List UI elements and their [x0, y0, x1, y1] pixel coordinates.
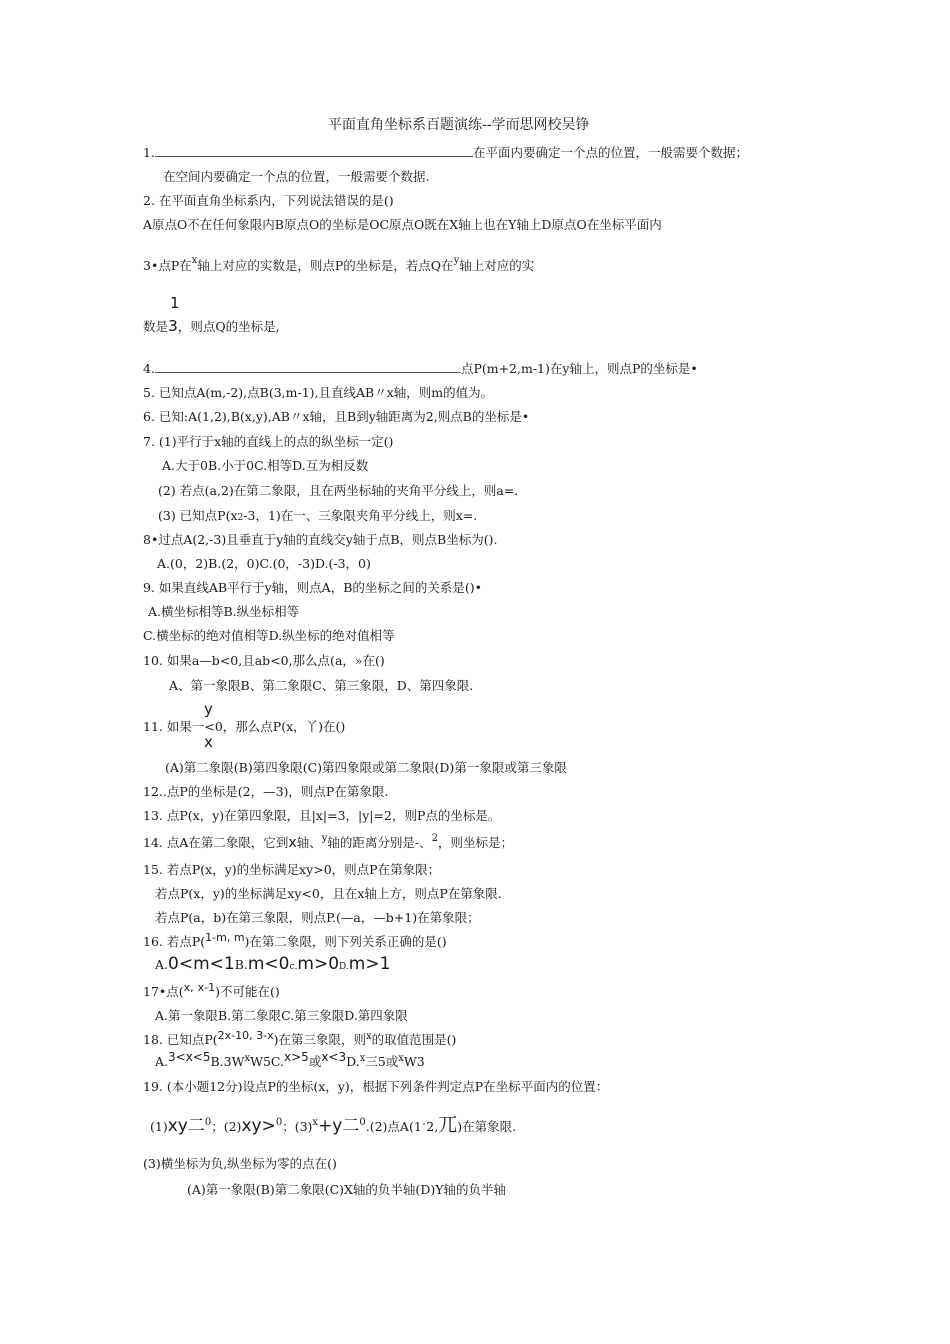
question-7: 7. (1)平行于x轴的直线上的点的纵坐标一定(): [143, 434, 394, 449]
q3-text-d2: ，则点Q的坐标是,: [177, 319, 280, 334]
question-9-options-cd: C.横坐标的绝对值相等D.纵坐标的绝对值相等: [143, 628, 395, 643]
q16-option-d-label: D.: [339, 962, 349, 972]
q18-text-a: 18. 已知点P(: [143, 1032, 218, 1047]
answer-blank: [155, 145, 473, 157]
question-18-options: [155, 1050, 425, 1072]
question-5: 5. 已知点A(m,-2),点B(3,m-1),且直线AB〃x轴，则m的值为。: [143, 385, 494, 400]
q3-y-symbol: y: [453, 255, 460, 266]
question-6: 6. 已知:A(1,2),B(x,y),AB〃x轴，且B到y轴距离为2,则点B的坐标是•: [143, 409, 530, 424]
q18-coordinates: 2x-10, 3-x: [217, 1029, 274, 1042]
question-20-options: (A)第一象限(B)第二象限(C)X轴的负半轴(D)Y轴的负半轴: [187, 1182, 506, 1197]
q14-text-a: 14. 点A在第二象限，它到: [143, 835, 289, 850]
q3-fraction-denominator: 3: [168, 317, 178, 335]
q19-cond-1-value: 0: [204, 1117, 212, 1128]
q1-number: 1.: [143, 145, 155, 160]
question-3-b: [143, 318, 280, 335]
q7-3-text-b: -3，1)在一、三象限夹角平分线上，则x=.: [243, 508, 478, 523]
q3-text-a: 3•点P在: [143, 258, 192, 273]
q19-cond-1: xy二: [167, 1116, 205, 1136]
q18-x-symbol: x: [365, 1031, 372, 1042]
q14-text-d: ，则坐标是；: [437, 835, 513, 850]
q3-x-symbol: x: [191, 255, 198, 266]
q18-option-b-a: B.3W: [210, 1054, 245, 1069]
q19-cond-3: +y二: [318, 1116, 360, 1136]
q4-number: 4.: [143, 361, 155, 376]
q18-option-d-x1: x: [359, 1053, 366, 1064]
q19-cond-3-value: 0: [359, 1117, 366, 1128]
question-1-b: 在空间内要确定一个点的位置，一般需要个数据.: [163, 169, 430, 184]
q14-text-b: 轴、: [296, 835, 322, 850]
q16-text-b: )在第二象限，则下列关系正确的是(): [244, 934, 447, 949]
q19-cond-2: xy>: [241, 1116, 276, 1136]
q18-option-d-label: D.: [346, 1054, 360, 1069]
q18-option-b-c: W5C.: [250, 1054, 285, 1069]
question-1: [143, 145, 748, 161]
question-20: (3)横坐标为负,纵坐标为零的点在(): [143, 1156, 337, 1171]
question-8-options: A.(0，2)B.(2，0)C.(0，-3)D.(-3，0): [157, 556, 371, 571]
question-17-options: A.第一象限B.第二象限C.第三象限D.第四象限: [155, 1008, 408, 1023]
q14-text-c: 轴的距离分别是-、: [327, 835, 432, 850]
q19-cond-1-label: (1): [150, 1119, 168, 1134]
question-2-options: A原点O不在任何象限内B原点O的坐标是OC原点O既在X轴上也在Y轴上D原点O在坐标平面内: [143, 217, 662, 232]
question-13: 13. 点P(x，y)在第四象限，且|x|=3，|y|=2，则P点的坐标是。: [143, 808, 501, 823]
q17-text-a: 17•点(: [143, 984, 184, 999]
q3-text-c: 轴上对应的实: [459, 258, 535, 273]
question-11: 11. 如果一<0，那么点P(x，丫)在(): [143, 719, 346, 734]
q17-coord-x: x,: [183, 981, 194, 994]
q11-fraction-denominator: x: [204, 733, 213, 751]
q19-point-a-symbol: ˆ: [421, 1124, 427, 1134]
q7-3-text-a: (3) 已知点P(x: [158, 508, 238, 523]
q16-option-a-label: A.: [155, 957, 169, 972]
q11-fraction-numerator: y: [204, 700, 213, 718]
q19-point-a-c: )在第象限.: [457, 1119, 517, 1134]
q18-option-a: 3<x<5: [168, 1050, 211, 1064]
question-9: 9. 如果直线AB平行于y轴，则点A，B的坐标之间的关系是()•: [143, 580, 483, 595]
q3-text-d1: 数是: [143, 319, 169, 334]
q18-option-b-x: x: [244, 1053, 251, 1064]
q17-text-b: )不可能在(): [215, 984, 280, 999]
question-15-b: 若点P(x，y)的坐标满足xy<0，且在x轴上方，则点P在第象限.: [155, 886, 502, 901]
question-10: 10. 如果a—b<0,且ab<0,那么点(a，»在(): [143, 653, 385, 668]
question-12: 12..点P的坐标是(2，—3)，则点P在第象限.: [143, 784, 389, 799]
q19-cond-3-x: x: [312, 1117, 319, 1128]
question-14: [143, 835, 513, 853]
question-8: 8•过点A(2,-3)且垂直于y轴的直线交y轴于点B，则点B坐标为().: [143, 532, 498, 547]
q18-option-c-a: x>5: [284, 1050, 309, 1064]
q3-text-b: 轴上对应的实数是，则点P的坐标是，若点Q在: [197, 258, 454, 273]
question-15: 15. 若点P(x，y)的坐标满足xy>0，则点P在第象限；: [143, 862, 441, 877]
question-7-3: [158, 508, 477, 526]
q19-cond-3-label: ；(3): [282, 1119, 313, 1134]
q3-fraction-numerator: 1: [170, 294, 180, 312]
question-16-options: [155, 956, 390, 975]
q16-option-b-label: B.: [234, 957, 248, 972]
q18-option-d-a: 三5或: [365, 1054, 399, 1069]
q16-text-a: 16. 若点P(: [143, 934, 206, 949]
q18-text-c: 的取值范围是(): [371, 1032, 457, 1047]
answer-blank: [155, 361, 461, 373]
q16-option-b: m<0: [247, 954, 290, 974]
q19-cond-2-value: 0: [275, 1117, 283, 1128]
q19-point-a-pi: 兀: [438, 1114, 458, 1136]
q18-option-d-x2: x: [398, 1053, 404, 1064]
question-7-2: (2) 若点(a,2)在第二象限，且在两坐标轴的夹角平分线上，则a=.: [158, 483, 519, 498]
q19-point-a-b: 2,: [426, 1119, 439, 1134]
q18-option-d-b: W3: [403, 1054, 425, 1069]
q17-coord-y: x-1: [197, 981, 216, 994]
q16-option-d: m>1: [348, 954, 391, 974]
q16-option-c: m>0: [297, 954, 340, 974]
q19-cond-2-label: ；(2): [211, 1119, 242, 1134]
question-16: [143, 931, 447, 951]
q4-text: 点P(m+2,m-1)在y轴上，则点P的坐标是•: [460, 361, 698, 376]
q16-option-a: 0<m<1: [168, 954, 235, 974]
question-17: [143, 981, 280, 1001]
q1-text: 在平面内要确定一个点的位置，一般需要个数据；: [472, 145, 748, 160]
q18-text-b: )在第三象限，则: [273, 1032, 366, 1047]
question-9-options-ab: A.横坐标相等B.纵坐标相等: [148, 604, 300, 619]
q7-3-subscript: 2: [237, 513, 244, 523]
question-11-options: (A)第二象限(B)第四象限(C)第四象限或第二象限(D)第一象限或第三象限: [165, 760, 567, 775]
q18-option-c-or: 或: [308, 1054, 322, 1069]
q16-option-c-label: c.: [289, 962, 298, 972]
question-3: [143, 255, 535, 276]
q14-y-symbol: y: [321, 833, 328, 844]
page-title: 平面直角坐标系百题演练--学而思网校吴铮: [328, 117, 590, 133]
question-7-options: A.大于0B.小于0C.相等D.互为相反数: [162, 458, 369, 473]
question-19: 19. (本小题12分)设点P的坐标(x，y)，根据下列条件判定点P在坐标平面内的位置：: [143, 1079, 609, 1094]
q16-coordinates: 1-m, m: [205, 931, 245, 944]
q18-option-a-label: A.: [155, 1054, 169, 1069]
question-15-c: 若点P(a，b)在第三象限，则点P.(—a，—b+1)在第象限；: [155, 910, 480, 925]
q19-point-a-a: .(2)点A(1: [365, 1119, 422, 1134]
question-10-options: A、第一象限B、第二象限C、第三象限，D、第四象限.: [169, 678, 474, 693]
question-18: [143, 1029, 457, 1050]
question-4: [143, 361, 698, 377]
question-19-conditions: [150, 1114, 517, 1137]
q18-option-c-b: x<3: [321, 1050, 347, 1064]
q14-x-symbol: x: [288, 835, 297, 851]
q14-value: 2: [431, 833, 438, 844]
question-2: 2. 在平面直角坐标系内，下列说法错误的是(): [143, 193, 394, 208]
